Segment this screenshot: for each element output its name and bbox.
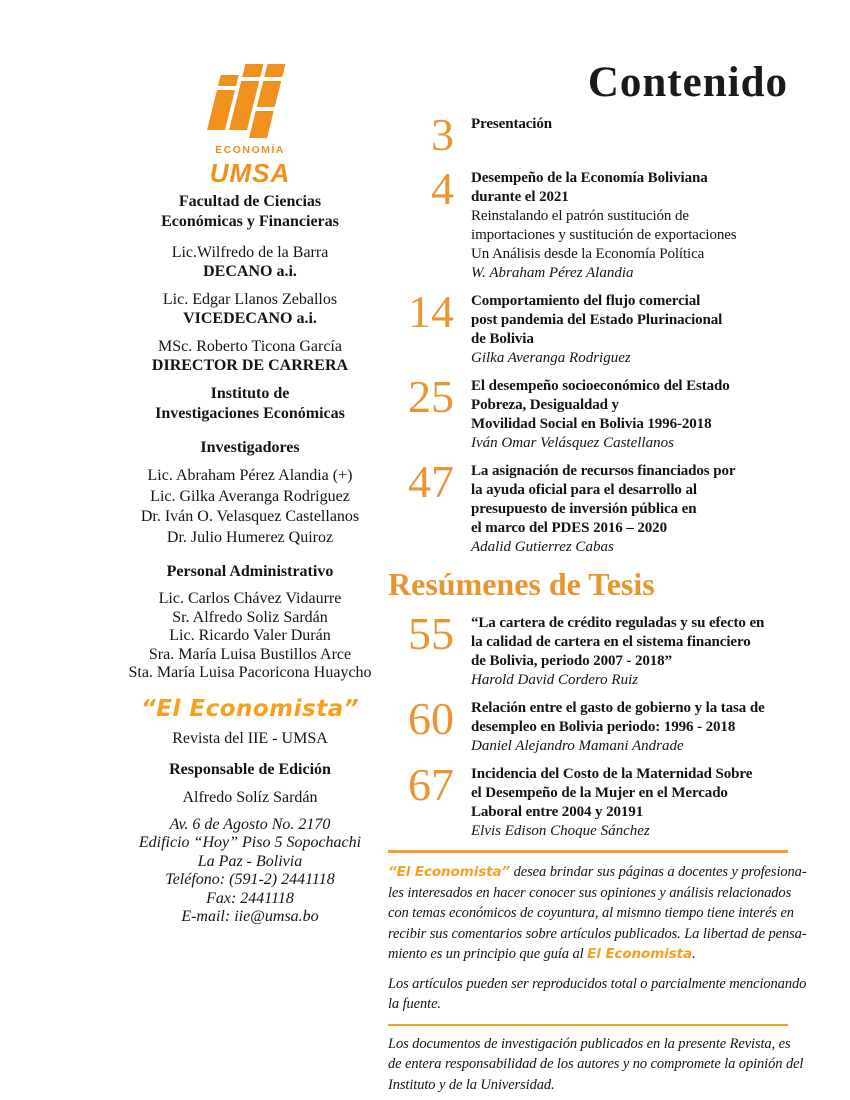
footer-text: de entera responsabilidad de los autores y no compromete la opinión del <box>388 1056 804 1072</box>
table-of-contents <box>388 59 807 1100</box>
toc-entry-body <box>471 292 788 368</box>
toc-entry-author: Harold David Cordero Ruiz <box>471 672 639 688</box>
footer-paragraph-reproduction <box>388 974 807 1015</box>
official-director <box>88 337 412 375</box>
umsa-economia-logo <box>88 64 412 188</box>
logo-umsa-label: UMSA <box>209 158 291 188</box>
footer-text: la fuente. <box>388 996 441 1012</box>
official-vicedean <box>88 290 412 328</box>
toc-entry <box>388 759 788 841</box>
toc-entry-title-line: Incidencia del Costo de la Maternidad Sobre <box>471 766 753 782</box>
footer-text: miento es un principio que guía al <box>388 946 588 962</box>
toc-entry-author: W. Abraham Pérez Alandia <box>471 265 634 281</box>
official-name: MSc. Roberto Ticona García <box>158 338 342 355</box>
toc-entry-author: Gilka Averanga Rodriguez <box>471 350 631 366</box>
toc-page-number: 25 <box>408 371 454 422</box>
logo-tile <box>218 75 239 86</box>
toc-entry-title-line: de Bolivia, periodo 2007 - 2018” <box>471 653 672 669</box>
toc-page-number: 67 <box>408 759 454 810</box>
institute-title <box>88 384 412 424</box>
footer-text: Los documentos de investigación publicados en la presente Revista, es <box>388 1035 791 1052</box>
staff-name: Lic. Ricardo Valer Durán <box>169 627 331 644</box>
footer-text: con temas económicos de coyuntura, al mismno tiempo tiene interés en <box>388 905 794 921</box>
orange-divider <box>388 1024 788 1026</box>
toc-entry-subtitle-line: importaciones y sustitución de exportaciones <box>471 227 737 243</box>
toc-page-number: 3 <box>431 109 454 160</box>
toc-entry <box>388 109 788 160</box>
footer-paragraph-disclaimer <box>388 1034 804 1096</box>
logo-tile <box>264 64 285 77</box>
fax-line: Fax: 2441118 <box>206 889 294 907</box>
faculty-title <box>88 192 412 232</box>
institute-title-line: Instituto de <box>210 385 290 402</box>
logo-tile <box>257 81 281 107</box>
address-line: Av. 6 de Agosto No. 2170 <box>169 815 331 833</box>
toc-page-number: 47 <box>408 456 454 507</box>
toc-page-number: 55 <box>408 608 454 659</box>
toc-entry-title-line: Presentación <box>471 116 553 132</box>
toc-entry-body <box>471 699 788 756</box>
toc-entry-title-line: La asignación de recursos financiados por <box>471 463 736 479</box>
researcher-name: Dr. Iván O. Velasquez Castellanos <box>140 508 360 525</box>
toc-entry-title-line: Movilidad Social en Bolivia 1996-2018 <box>471 416 712 432</box>
phone-line: Teléfono: (591-2) 2441118 <box>165 871 335 888</box>
toc-entry-author: Adalid Gutierrez Cabas <box>471 539 614 555</box>
toc-entry-author: Daniel Alejandro Mamani Andrade <box>471 738 684 754</box>
toc-entry-title-line: el marco del PDES 2016 – 2020 <box>471 520 667 536</box>
toc-entry <box>388 608 788 690</box>
official-name: Lic. Edgar Llanos Zeballos <box>162 291 338 308</box>
staff-name: Sr. Alfredo Soliz Sardán <box>172 608 328 626</box>
orange-divider <box>388 850 788 853</box>
staff-name: Lic. Carlos Chávez Vidaurre <box>158 590 342 607</box>
staff-heading: Personal Administrativo <box>166 563 334 580</box>
logo-tile <box>242 64 263 77</box>
journal-script-inline: El Economista <box>587 946 693 962</box>
footer-paragraph-mission <box>388 862 807 965</box>
editor-name: Alfredo Solíz Sardán <box>182 788 318 806</box>
address-line: La Paz - Bolivia <box>197 852 303 870</box>
toc-entry-title-line: El desempeño socioeconómico del Estado <box>471 378 730 394</box>
journal-script-inline: “El Economista” <box>388 864 511 880</box>
logo-economia-label: ECONOMÍA <box>215 144 285 156</box>
official-role: DIRECTOR DE CARRERA <box>151 357 349 374</box>
toc-entry-subtitle-line: Un Análisis desde la Economía Política <box>471 246 705 262</box>
footer-text: Los artículos pueden ser reproducidos total o parcialmente mencionando <box>388 975 807 992</box>
toc-entry-title-line: desempleo en Bolivia periodo: 1996 - 2018 <box>471 719 736 735</box>
journal-subtitle: Revista del IIE - UMSA <box>172 729 328 747</box>
toc-entry-title-line: Relación entre el gasto de gobierno y la tasa de <box>471 700 765 716</box>
toc-entry <box>388 693 788 756</box>
toc-entry <box>388 371 788 453</box>
staff-name: Sta. María Luisa Pacoricona Huaycho <box>128 664 372 681</box>
toc-entry-title-line: Desempeño de la Economía Boliviana <box>471 170 708 186</box>
researcher-name: Dr. Julio Humerez Quiroz <box>166 528 334 546</box>
staff-list <box>88 590 412 683</box>
tesis-section-heading: Resúmenes de Tesis <box>388 566 655 602</box>
toc-entry-body <box>471 169 788 283</box>
footer-text: Instituto y de la Universidad. <box>388 1076 555 1093</box>
toc-entry-title-line: el Desempeño de la Mujer en el Mercado <box>471 785 728 801</box>
faculty-title-line: Facultad de Ciencias <box>178 193 322 210</box>
page-title: Contenido <box>587 59 788 106</box>
iie-tiles-icon <box>207 64 294 132</box>
email-line: E-mail: iie@umsa.bo <box>181 908 319 925</box>
sidebar <box>88 64 412 927</box>
toc-page-number: 14 <box>408 286 454 337</box>
toc-entry-title-line: la ayuda oficial para el desarrollo al <box>471 482 697 498</box>
address-block <box>88 816 412 927</box>
official-role: DECANO a.i. <box>203 263 297 280</box>
toc-entry-title-line: durante el 2021 <box>471 189 569 205</box>
institute-title-line: Investigaciones Económicas <box>155 405 345 422</box>
researcher-name: Lic. Gilka Averanga Rodriguez <box>150 487 350 505</box>
journal-title-script: “El Economista” <box>140 695 360 722</box>
toc-page-number: 4 <box>431 163 454 214</box>
faculty-title-line: Económicas y Financieras <box>161 213 339 230</box>
toc-entry-title-line: de Bolivia <box>471 331 534 347</box>
toc-entry-body <box>471 115 788 155</box>
editor-heading: Responsable de Edición <box>169 760 331 778</box>
footer-text: les interesados en hacer conocer sus opiniones y análisis relacionados <box>388 884 792 901</box>
address-line: Edificio “Hoy” Piso 5 Sopochachi <box>138 834 362 851</box>
toc-page-number: 60 <box>408 693 454 744</box>
toc-entry-title-line: Comportamiento del flujo comercial <box>471 293 701 309</box>
toc-entry <box>388 286 788 368</box>
toc-entry-author: Elvis Edison Choque Sánchez <box>471 823 650 839</box>
staff-name: Sra. María Luisa Bustillos Arce <box>148 645 352 663</box>
researchers-heading: Investigadores <box>200 439 300 456</box>
toc-entry-title-line: Laboral entre 2004 y 20191 <box>471 804 644 820</box>
toc-entry-body <box>471 462 788 557</box>
toc-entry-subtitle-line: Reinstalando el patrón sustitución de <box>471 208 689 224</box>
official-name: Lic.Wilfredo de la Barra <box>171 244 329 261</box>
toc-entry <box>388 163 788 283</box>
toc-entry-title-line: “La cartera de crédito reguladas y su efecto en <box>471 615 765 631</box>
toc-entry-body <box>471 765 788 841</box>
toc-entry-title-line: Pobreza, Desigualdad y <box>471 397 619 413</box>
footer-text: . <box>692 946 696 962</box>
toc-entry-body <box>471 377 788 453</box>
logo-tile <box>249 111 274 138</box>
toc-entry-body <box>471 614 788 690</box>
footer-text: desea brindar sus páginas a docentes y profesiona- <box>510 864 807 880</box>
toc-entry-title-line: la calidad de cartera en el sistema financiero <box>471 634 751 650</box>
official-role: VICEDECANO a.i. <box>183 310 317 327</box>
toc-entry <box>388 456 788 557</box>
toc-entry-title-line: presupuesto de inversión pública en <box>471 501 697 517</box>
researchers-list <box>88 466 412 548</box>
toc-entry-title-line: post pandemia del Estado Plurinacional <box>471 312 723 328</box>
researcher-name: Lic. Abraham Pérez Alandia (+) <box>147 467 353 484</box>
official-dean <box>88 243 412 281</box>
toc-entry-author: Iván Omar Velásquez Castellanos <box>471 435 674 451</box>
footer-text: recibir sus comentarios sobre artículos publicados. La libertad de pensa- <box>388 925 807 942</box>
